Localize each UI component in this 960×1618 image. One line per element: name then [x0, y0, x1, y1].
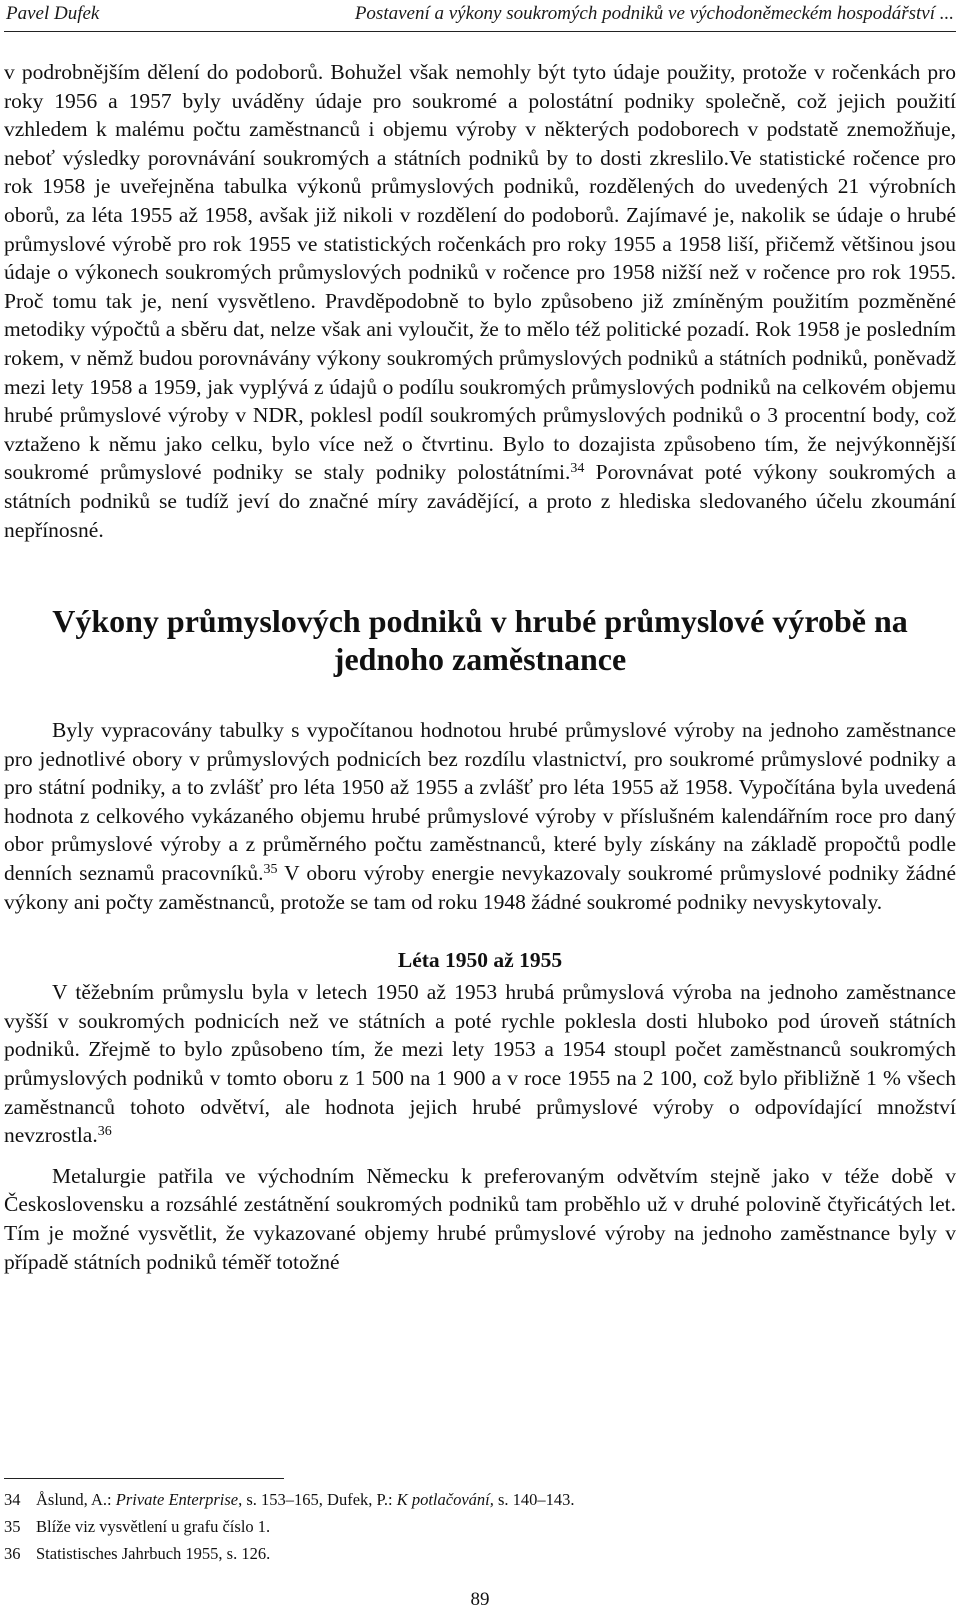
paragraph-2-text-cont: V oboru výroby energie nevykazovaly soukromé průmyslové podniky žádné výkony ani počty zaměstnanců, protože se tam od roku 1948 žádné soukromé podniky nevyskytovaly.	[4, 861, 957, 914]
running-header	[6, 2, 954, 26]
heading-spacer	[4, 678, 956, 716]
footnote-text-part: s. 140–143.	[493, 1490, 575, 1509]
paragraph-spacer	[4, 1150, 956, 1162]
paragraph-4: Metalurgie patřila ve východním Německu k preferovaným odvětvím stejně jako v téže době v Československu a rozsáhlé zestátnění soukromých podniků tam proběhlo už v druhé polovině čtyřicátých let. Tím je možné vysvětlit, že vykazované objemy hrubé průmyslové výroby na jednoho zaměstnance byly v případě státních podniků téměř totožné	[4, 1163, 956, 1274]
paragraph-1-text: v podrobnějším dělení do podoborů. Bohužel však nemohly být tyto údaje použity, protože v ročenkách pro roky 1956 a 1957 byly uváděny údaje pro soukromé a polostátní podniky společně, což jejich použití vzhledem k malému počtu zaměstnanců i objemu výroby v některých podoborech v podstatě znemožňuje, neboť výsledky porovnávání soukromých a státních podniků by to dosti zkreslilo.Ve statistické ročence pro rok 1958 je uveřejněna tabulka výkonů průmyslových podniků, rozdělených do uvedených 21 výrobních oborů, za léta 1955 až 1958, avšak již nikoli v rozdělení do podoborů. Zajímavé je, nakolik se údaje o hrubé průmyslové výrobě pro rok 1955 ve statistických ročenkách pro roky 1955 a 1958 liší, přičemž většinou jsou údaje o výkonech soukromých průmyslových podniků v ročence pro 1958 nižší než v ročence pro rok 1955. Proč tomu tak je, není vysvětleno. Pravděpodobně to bylo způsobeno již zmíněným použitím pozměněné metodiky výpočtů a sběru dat, nelze však ani vyloučit, že to mělo též politické pozadí. Rok 1958 je posledním rokem, v němž budou porovnávány výkony soukromých průmyslových podniků a státních podniků, poněvadž mezi lety 1958 a 1959, jak vyplývá z údajů o podílu soukromých průmyslových podniků na celkovém objemu hrubé průmyslové výroby v NDR, poklesl podíl soukromých průmyslových podniků o 3 procentní body, což vztaženo k němu jako celku, bylo více než o čtvrtinu. Bylo to dozajista způsobeno tím, že nejvýkonnější soukromé průmyslové podniky se staly podniky polostátními.	[4, 60, 956, 485]
footnote-ref-35[interactable]: 35	[263, 862, 278, 878]
footnote-text-part: Åslund, A.:	[36, 1490, 116, 1509]
footnote-35	[4, 1513, 956, 1540]
footnotes	[4, 1486, 956, 1567]
paragraph-3	[4, 978, 956, 1150]
footnote-rule	[4, 1478, 284, 1479]
footnote-ref-34[interactable]: 34	[570, 461, 585, 477]
footnote-34	[4, 1486, 956, 1513]
footnote-text	[36, 1486, 575, 1513]
page-number: 89	[470, 1589, 490, 1610]
footnote-work-title: Private Enterprise	[115, 1490, 239, 1509]
document-page	[4, 0, 956, 1618]
header-title: Postavení a výkony soukromých podniků ve východoněmeckém hospodářství ...	[354, 3, 954, 24]
header-rule	[4, 31, 956, 32]
paragraph-2	[4, 716, 956, 916]
footnote-text: Blíže viz vysvětlení u grafu číslo 1.	[36, 1517, 271, 1536]
footnote-text: Statistisches Jahrbuch 1955, s. 126.	[36, 1544, 271, 1563]
footnote-number: 36	[4, 1544, 21, 1563]
paragraph-1	[4, 58, 956, 544]
subsection-heading: Léta 1950 až 1955	[397, 948, 563, 973]
body-text	[4, 58, 956, 1276]
footnote-36	[4, 1540, 956, 1567]
paragraph-3-text: V těžebním průmyslu byla v letech 1950 až 1953 hrubá průmyslová výroba na jednoho zaměstnance vyšší v soukromých podnicích než ve státních a poté rychle poklesla dosti hluboko pod úroveň státních podniků. Zřejmě to bylo způsobeno tím, že mezi lety 1953 a 1954 stoupl počet zaměstnanců soukromých průmyslových podniků v tomto oboru z 1 500 na 1 900 a v roce 1955 na 2 100, což bylo přibližně 1 % všech zaměstnanců tohoto odvětví, ale hodnota jejich hrubé průmyslové výroby o odpovídající množství nevzrostla.	[4, 980, 956, 1148]
header-author: Pavel Dufek	[6, 3, 100, 24]
footnote-work-title: K potlačování,	[396, 1490, 494, 1509]
paragraph-1-text-cont: Porovnávat poté výkony soukromých a státních podniků se tudíž jeví do značné míry zavádějící, a proto z hlediska sledovaného účelu zkoumání nepřínosné.	[4, 460, 956, 542]
paragraph-2-text: Byly vypracovány tabulky s vypočítanou hodnotou hrubé průmyslové výroby na jednoho zaměstnance pro jednotlivé obory v průmyslových podnicích bez rozdílu vlastnictví, pro soukromé průmyslové podniky a pro státní podniky, a to zvlášť pro léta 1950 až 1955 a zvlášť pro léta 1955 až 1958. Vypočítána byla uvedená hodnota z celkového vykázaného objemu hrubé průmyslové výroby v příslušném kalendářním roce pro daný obor průmyslové výroby a z průměrného počtu zaměstnanců, které byly získány na základě propočtů podle denních seznamů pracovníků.	[4, 718, 956, 886]
footnote-text-part: , s. 153–165, Dufek, P.:	[238, 1490, 397, 1509]
footnote-ref-36[interactable]: 36	[97, 1124, 112, 1140]
footnote-number: 35	[4, 1517, 21, 1536]
footnote-number: 34	[4, 1490, 21, 1509]
section-heading: Výkony průmyslových podniků v hrubé průmyslové výrobě na jednoho zaměstnance	[52, 603, 908, 678]
